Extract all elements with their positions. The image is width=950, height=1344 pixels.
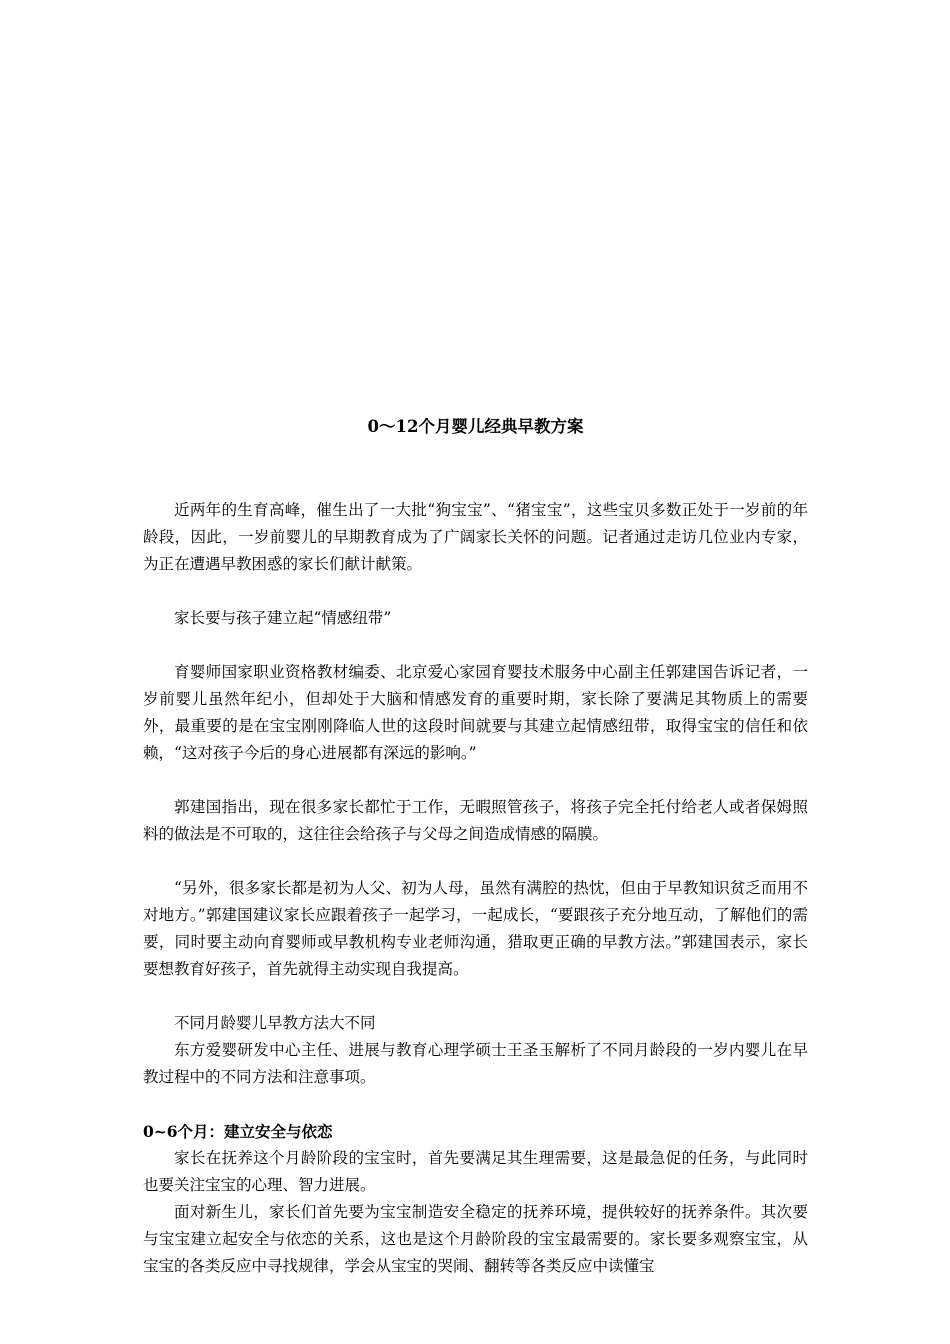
paragraph-physiological-needs: 家长在抚养这个月龄阶段的宝宝时，首先要满足其生理需要，这是最急促的任务，与此同时也要关注宝宝的心理、智力进展。 (143, 1149, 808, 1194)
intro-paragraph: 近两年的生育高峰，催生出了一大批“狗宝宝”、“猪宝宝”，这些宝贝多数正处于一岁前的年龄段，因此，一岁前婴儿的早期教育成为了广阔家长关怀的问题。记者通过走访几位业内专家，为正在遭遇早教困惑的家长们献计献策。 (143, 501, 808, 573)
spacer (143, 578, 808, 605)
document-title: 0～12个月婴儿经典早教方案 (367, 417, 584, 436)
paragraph-newborn-environment: 面对新生儿，家长们首先要为宝宝制造安全稳定的抚养环境，提供较好的抚养条件。其次要与宝宝建立起安全与依恋的关系，这也是这个月龄阶段的宝宝最需要的。家长要多观察宝宝，从宝宝的各类反应中寻找规律，学会从宝宝的哭闹、翻转等各类反应中读懂宝 (143, 1203, 808, 1275)
paragraph-new-parents: “另外，很多家长都是初为人父、初为人母，虽然有满腔的热忱，但由于早教知识贫乏而用不对地方。”郭建国建议家长应跟着孩子一起学习，一起成长，“要跟孩子充分地互动，了解他们的需要，同时要主动向育婴师或早教机构专业老师沟通，猎取更正确的早教方法。”郭建国表示，家长要想教育好孩子，首先就得主动实现自我提高。 (143, 879, 808, 978)
spacer (143, 848, 808, 875)
subheading-emotional-bond: 家长要与孩子建立起“情感纽带” (174, 609, 392, 627)
paragraph-busy-parents: 郭建国指出，现在很多家长都忙于工作，无暇照管孩子，将孩子完全托付给老人或者保姆照料的做法是不可取的，这往往会给孩子与父母之间造成情感的隔膜。 (143, 798, 808, 843)
spacer (143, 1091, 808, 1118)
section-heading-0-6-months: 0~6个月：建立安全与依恋 (143, 1122, 333, 1141)
spacer (143, 441, 808, 497)
subheading-age-methods: 不同月龄婴儿早教方法大不同 (174, 1014, 376, 1032)
spacer (143, 983, 808, 1010)
paragraph-guo-jianguo: 育婴师国家职业资格教材编委、北京爱心家园育婴技术服务中心副主任郭建国告诉记者，一岁前婴儿虽然年纪小，但却处于大脑和情感发育的重要时期，家长除了要满足其物质上的需要外，最重要的是在宝宝刚刚降临人世的这段时间就要与其建立起情感纽带，取得宝宝的信任和依赖，“这对孩子今后的身心进展都有深远的影响。” (143, 663, 808, 762)
document-body (143, 413, 808, 1280)
spacer (143, 767, 808, 794)
paragraph-wang-shengyu: 东方爱婴研发中心主任、进展与教育心理学硕士王圣玉解析了不同月龄段的一岁内婴儿在早教过程中的不同方法和注意事项。 (143, 1041, 808, 1086)
spacer (143, 632, 808, 659)
